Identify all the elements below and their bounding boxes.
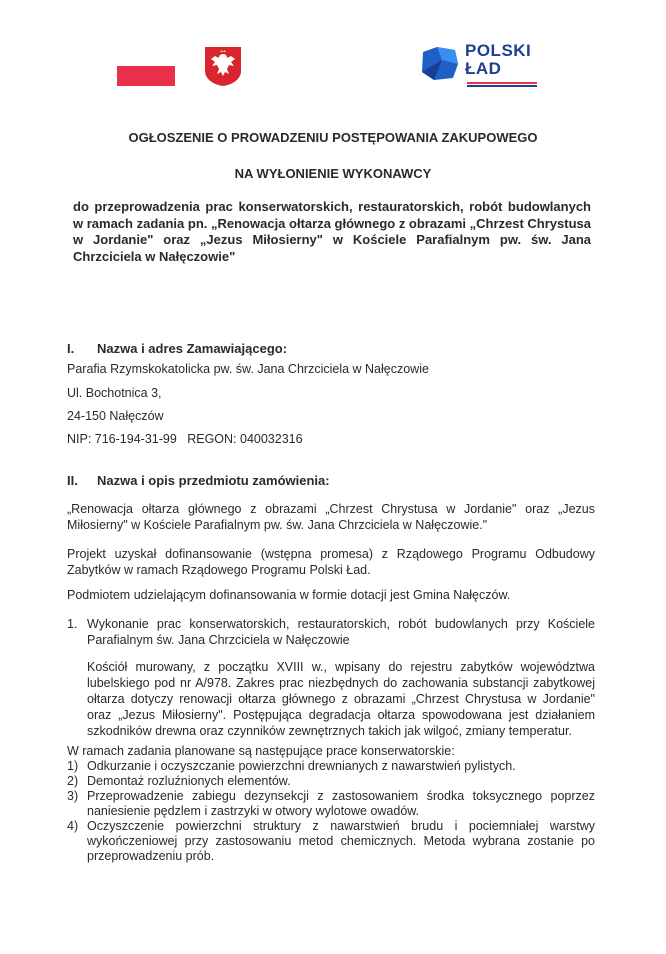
polski-lad-logo-text	[465, 42, 531, 78]
list-item	[67, 789, 595, 819]
list-item-text: Przeprowadzenie zabiegu dezynsekcji z zastosowaniem środka toksycznego poprzez naniesienie pędzlem i zastrzyki w otwory wylotowe owadów.	[87, 789, 595, 818]
list-item-text: Odkurzanie i oczyszczanie powierzchni drewnianych z nawarstwień pylistych.	[87, 759, 516, 773]
list-item	[67, 759, 595, 774]
list-item-text: Oczyszczenie powierzchni struktury z nawarstwień brudu i pociemniałej warstwy wykończeniowej przy zastosowaniu metod chemicznych. Metoda wybrana zostanie po przeprowadzeniu prób.	[87, 819, 595, 863]
contracting-party-ids: NIP: 716-194-31-99 REGON: 040032316	[67, 432, 303, 446]
section-1-title: Nazwa i adres Zamawiającego:	[97, 341, 288, 356]
section-1-heading	[67, 341, 287, 356]
list-item-number: 3)	[67, 789, 79, 803]
contracting-party-city: 24-150 Nałęczów	[67, 409, 164, 423]
list-item	[67, 819, 595, 864]
funding-source-paragraph: Podmiotem udzielającym dofinansowania w formie dotacji jest Gmina Nałęczów.	[67, 588, 511, 602]
intro-paragraph: do przeprowadzenia prac konserwatorskich, restauratorskich, robót budowlanych w ramach zadania pn. „Renowacja ołtarza głównego z obrazami „Chrzest Chrystusa w Jordanie" oraz „Jezus Miłosierny" w Kościele Parafialnym pw. św. Jana Chrzciciela w Nałęczowie"	[73, 199, 591, 264]
polish-eagle-emblem-icon	[203, 45, 243, 87]
polski-lad-underline	[467, 81, 537, 87]
list-item-number: 4)	[67, 819, 79, 833]
section-2-heading	[67, 473, 330, 488]
document-subtitle: NA WYŁONIENIE WYKONAWCY	[234, 166, 432, 181]
work-item-1-number: 1.	[67, 617, 78, 631]
church-description: Kościół murowany, z początku XVIII w., wpisany do rejestru zabytków województwa lubelskiego pod nr A/978. Zakres prac niezbędnych do zachowania substancji zabytkowej ołtarza dotyczy renowacji ołtarza głównego z obrazami „Chrzest Chrystusa w Jordanie" oraz „Jezus Miłosierny". Postępująca degradacja ołtarza spowodowana jest działaniem szkodników drewna oraz czynników zewnętrznych takich jak wilgoć, zmiany temperatur.	[87, 660, 595, 738]
section-2-number: II.	[67, 473, 78, 488]
list-item-number: 2)	[67, 774, 79, 788]
list-item-text: Demontaż rozluźnionych elementów.	[87, 774, 291, 788]
polski-lad-line2: ŁAD	[465, 59, 502, 78]
section-1-number: I.	[67, 341, 75, 356]
polish-flag-logo	[117, 66, 175, 86]
work-item-1	[67, 616, 595, 648]
polski-lad-map-icon	[420, 46, 460, 82]
conservation-works-list	[67, 744, 595, 864]
list-item	[67, 774, 595, 789]
section-2-title: Nazwa i opis przedmiotu zamówienia:	[97, 473, 330, 488]
contracting-party-name: Parafia Rzymskokatolicka pw. św. Jana Chrzciciela w Nałęczowie	[67, 362, 429, 376]
polski-lad-line1: POLSKI	[465, 41, 532, 60]
funding-paragraph: Projekt uzyskał dofinansowanie (wstępna promesa) z Rządowego Programu Odbudowy Zabytków w ramach Rządowego Programu Polski Ład.	[67, 547, 595, 577]
contracting-party-street: Ul. Bochotnica 3,	[67, 386, 162, 400]
document-title: OGŁOSZENIE O PROWADZENIU POSTĘPOWANIA ZAKUPOWEGO	[128, 130, 538, 145]
works-intro: W ramach zadania planowane są następujące prace konserwatorskie:	[67, 744, 455, 758]
subject-paragraph: „Renowacja ołtarza głównego z obrazami „Chrzest Chrystusa w Jordanie" oraz „Jezus Miłosierny" w Kościele Parafialnym pw. św. Jana Chrzciciela w Nałęczowie."	[67, 502, 595, 532]
work-item-1-title: Wykonanie prac konserwatorskich, restauratorskich, robót budowlanych przy Kościele Parafialnym św. Jana Chrzciciela w Nałęczowie	[87, 617, 595, 647]
list-item-number: 1)	[67, 759, 79, 773]
